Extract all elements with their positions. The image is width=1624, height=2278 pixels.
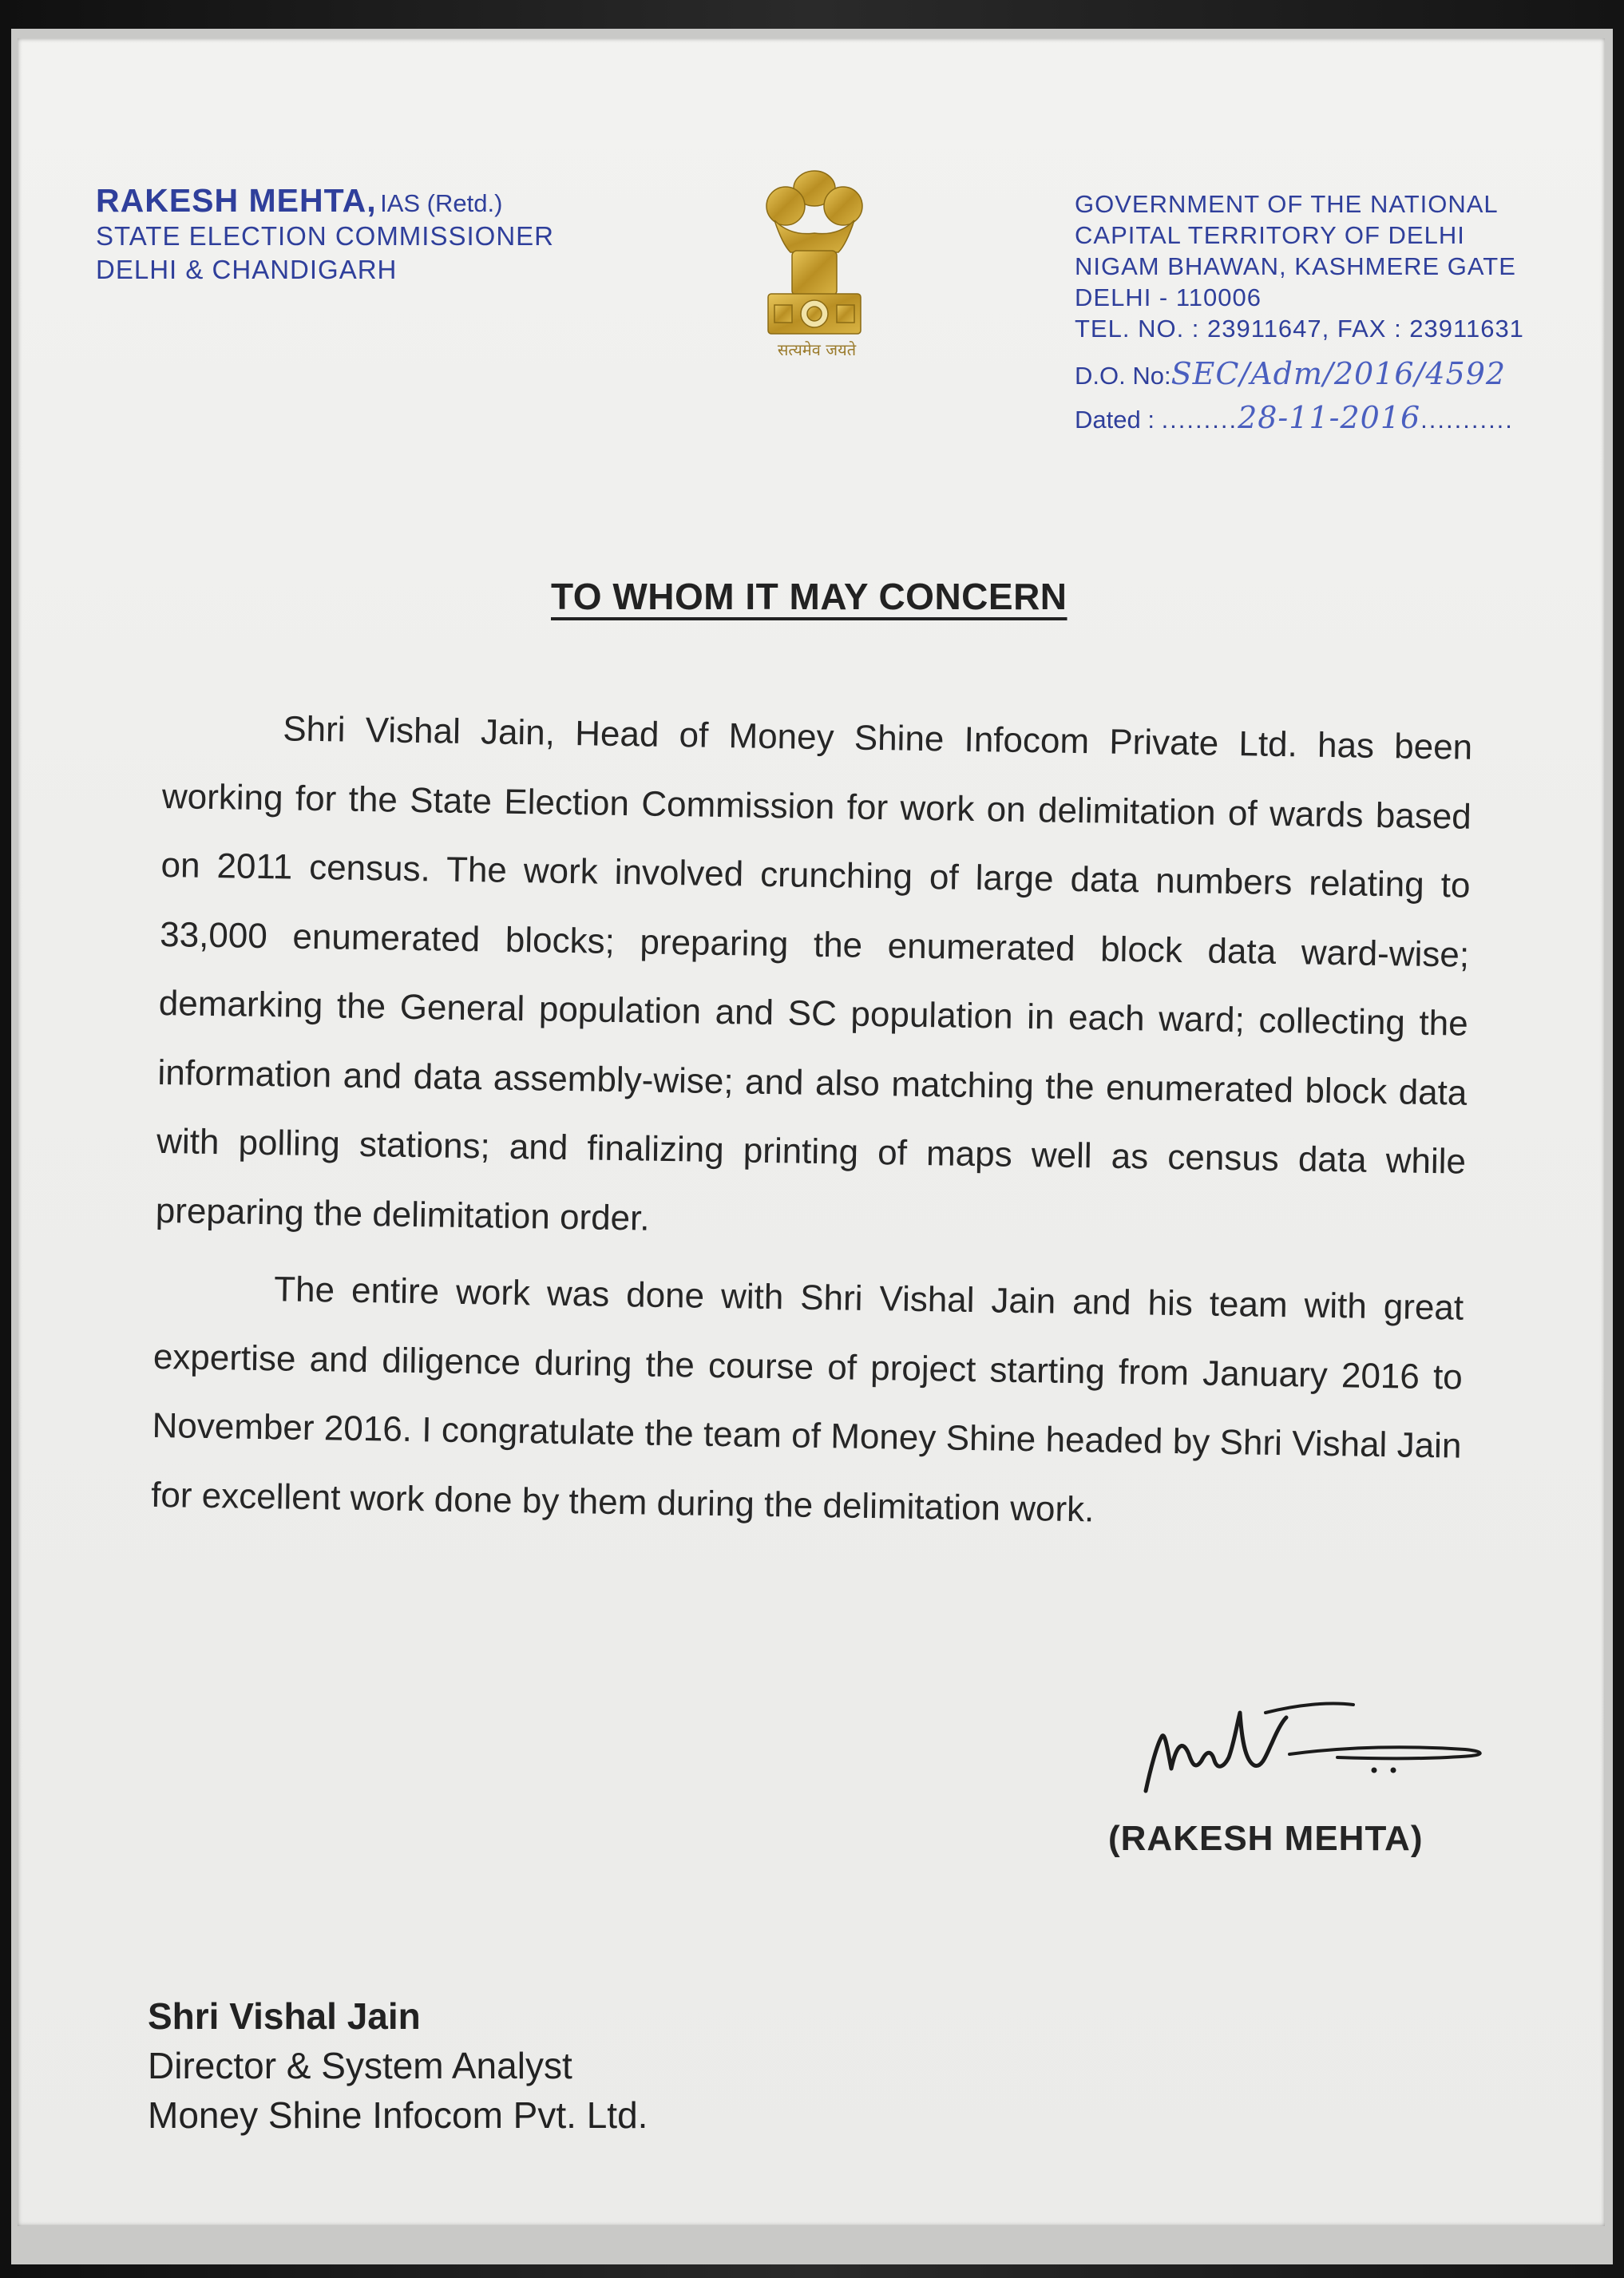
do-label: D.O. No: [1075,362,1171,390]
dated-label: Dated : [1075,406,1162,434]
sender-name-line [96,182,554,220]
letterhead-left [96,182,554,287]
letter-title: TO WHOM IT MAY CONCERN [551,576,1067,617]
addressee-name: Shri Vishal Jain [148,1995,421,2037]
body-paragraph-2: The entire work was done with Shri Vishal Jain and his team with great expertise and diligence during the course of project starting from January 2016 to November 2016. I congratulate the team of Money Shine headed by Shri Vishal Jain for excellent work done by them during the delimitation work. [150,1270,1464,1529]
national-emblem-icon [751,156,878,364]
city-pin-line: DELHI - 110006 [1075,283,1262,311]
address-line: NIGAM BHAWAN, KASHMERE GATE [1075,252,1516,280]
sender-designation: STATE ELECTION COMMISSIONER [96,221,554,251]
govt-line-1: GOVERNMENT OF THE NATIONAL [1075,190,1499,218]
dated-row [1075,402,1524,435]
dated-dots-right: ........... [1420,406,1514,434]
emblem-motto: सत्यमेव जयते [777,340,857,359]
do-number-row [1075,356,1524,391]
letterhead-right [1075,188,1524,435]
addressee-title: Director & System Analyst [148,2045,572,2086]
sender-name: RAKESH MEHTA, [96,182,377,219]
handwritten-signature [1130,1681,1545,1801]
dated-value: 28-11-2016 [1238,400,1421,435]
signatory-name: (RAKESH MEHTA) [1108,1819,1424,1858]
sender-jurisdiction: DELHI & CHANDIGARH [96,255,398,284]
sender-qualification: IAS (Retd.) [380,189,503,217]
govt-line-2: CAPITAL TERRITORY OF DELHI [1075,221,1465,249]
letter-body [151,693,1473,1551]
addressee-company: Money Shine Infocom Pvt. Ltd. [148,2094,648,2136]
body-paragraph-1: Shri Vishal Jain, Head of Money Shine Infocom Private Ltd. has been working for the State Election Commission for work on delimitation of wards based on 2011 census. The work involved crunching of large data numbers relating to 33,000 enumerated blocks; preparing the enumerated block data ward-wise; demarking the General population and SC population in each ward; collecting the information and data assembly-wise; and also matching the enumerated block data with polling stations; and finalizing printing of maps well as census data while preparing the delimitation order. [155,709,1473,1238]
do-number: SEC/Adm/2016/4592 [1170,356,1507,391]
dated-dots-left: ......... [1161,406,1238,434]
addressee-block [148,1991,648,2140]
phone-fax-line: TEL. NO. : 23911647, FAX : 23911631 [1075,315,1524,343]
